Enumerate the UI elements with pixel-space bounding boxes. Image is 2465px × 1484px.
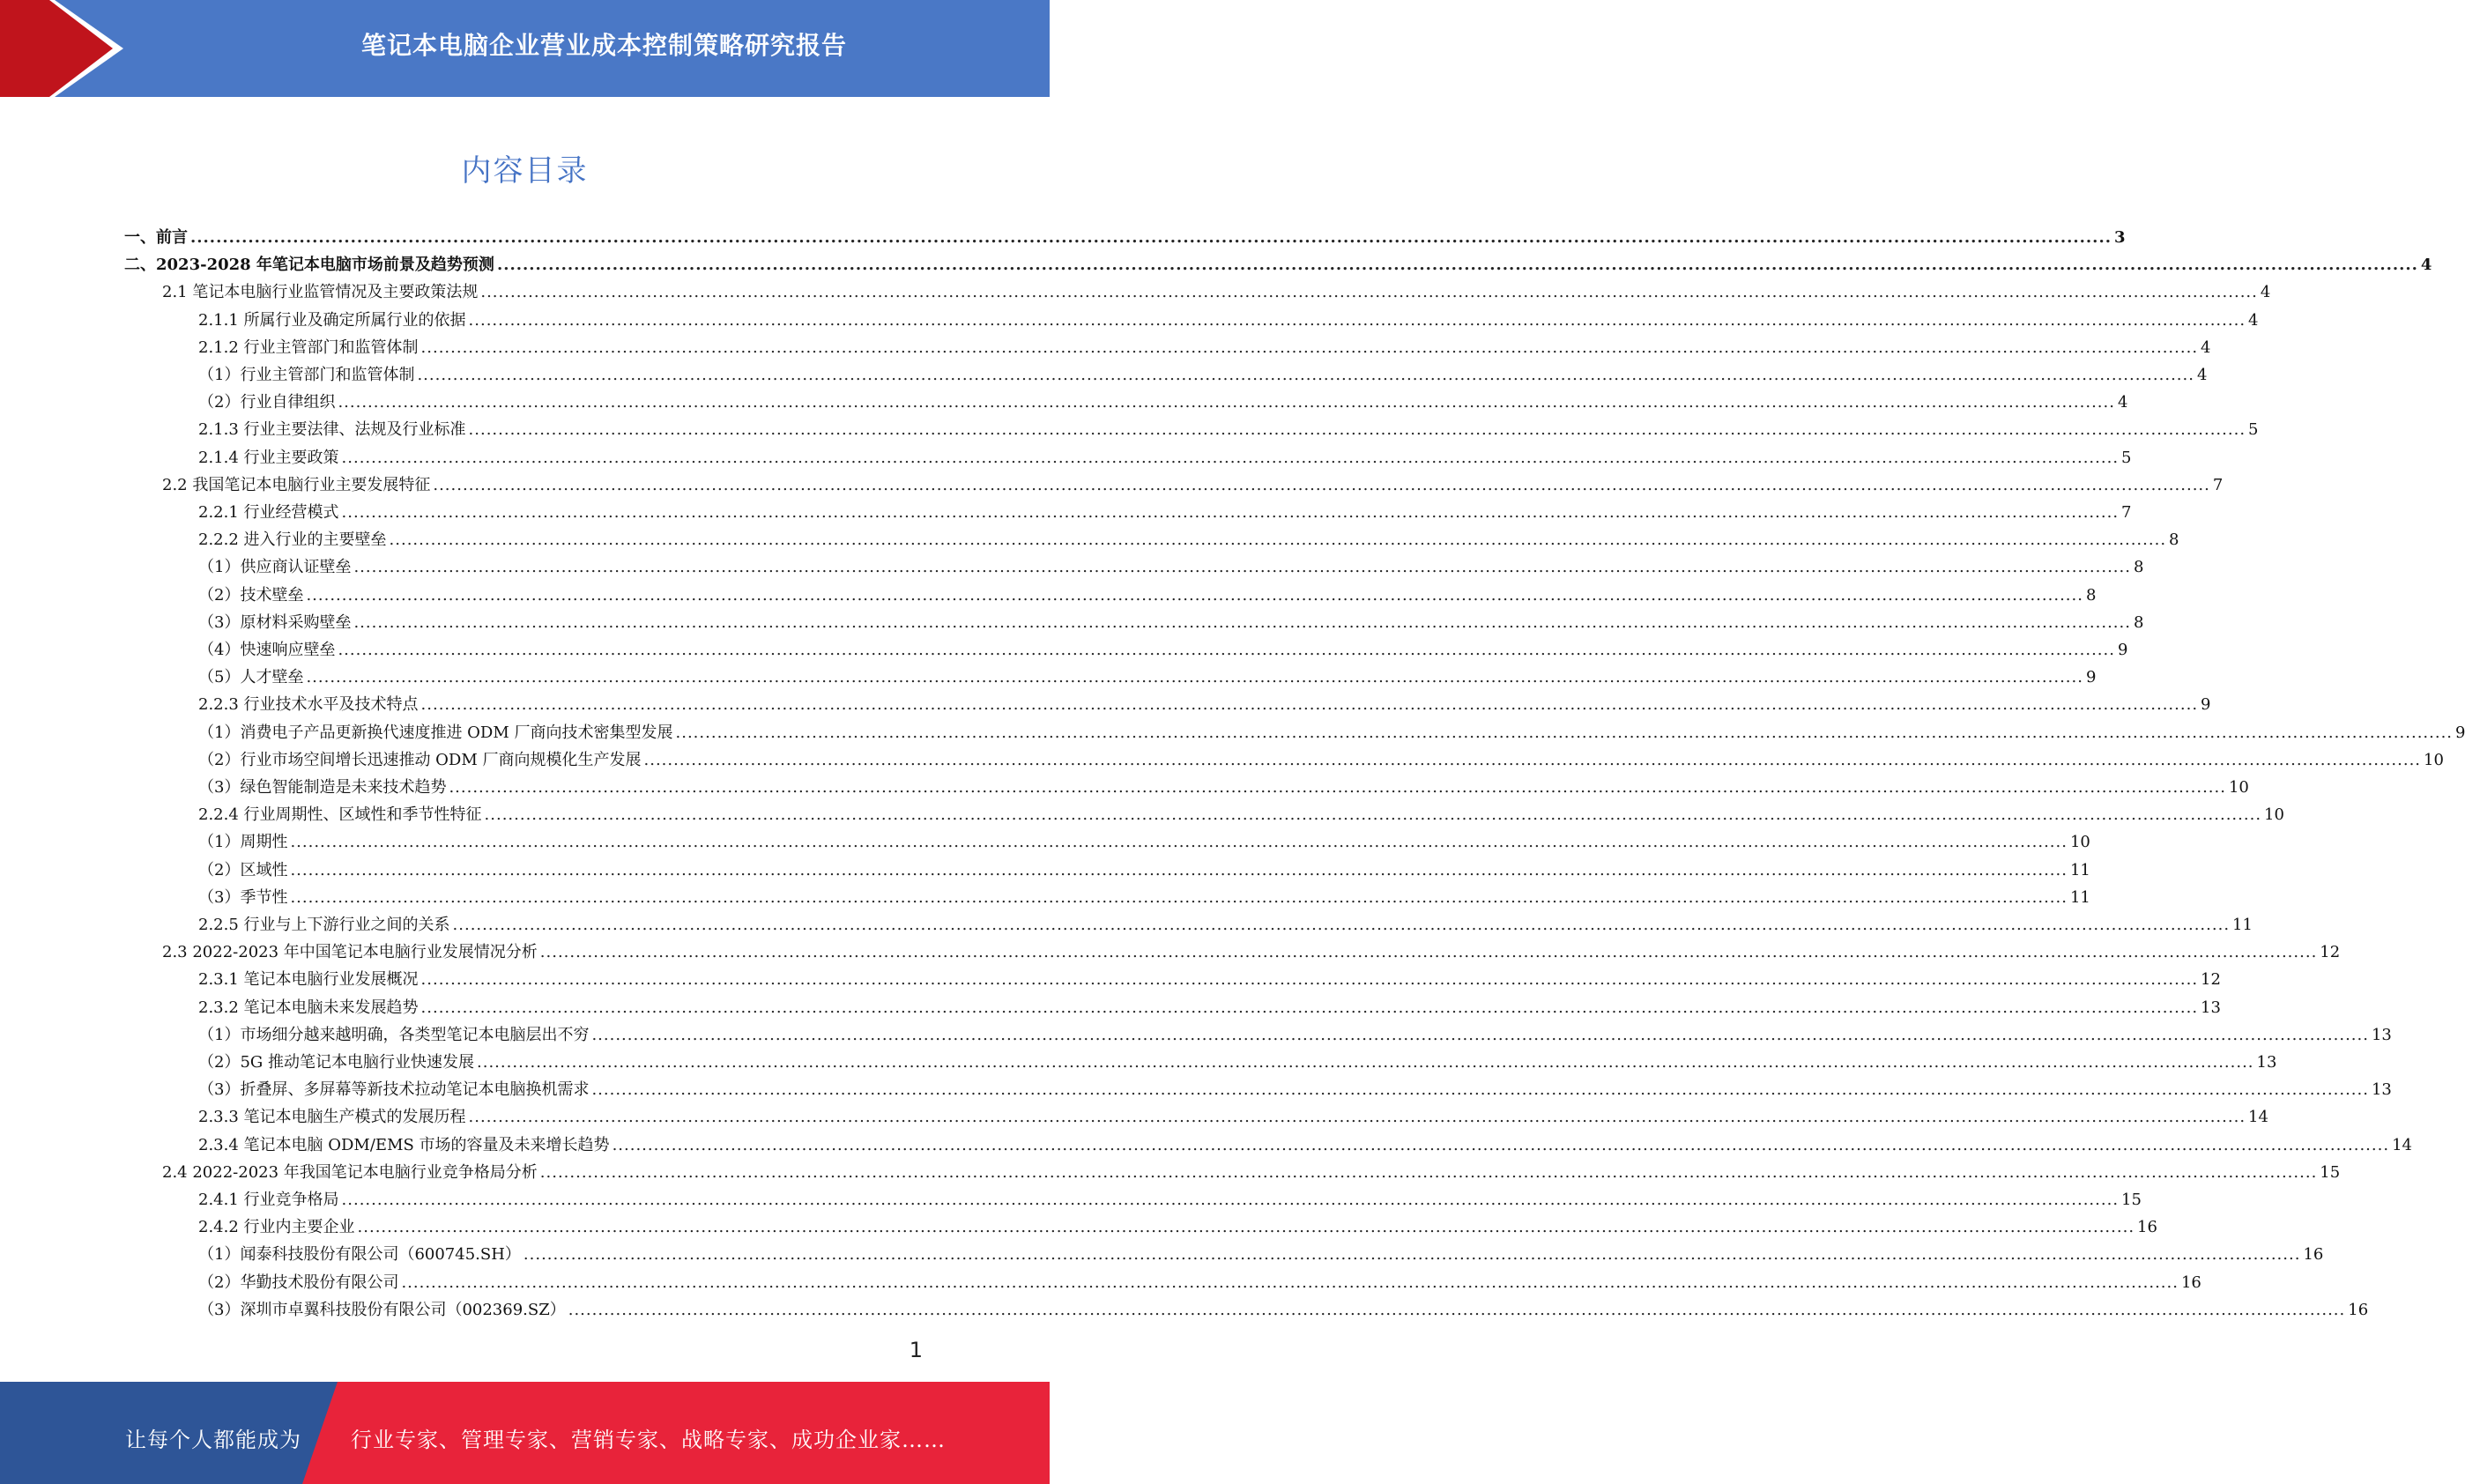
toc-dot-leader: ............................................................................................................................................................................................................................................................................................................ (420, 970, 2199, 990)
toc-entry-page: 8 (2169, 531, 2179, 550)
toc-entry[interactable] (198, 416, 2259, 443)
toc-entry-page: 10 (2228, 778, 2249, 797)
toc-dot-leader: ............................................................................................................................................................................................................................................................................................................ (496, 256, 2418, 275)
toc-entry-page: 15 (2121, 1191, 2142, 1209)
toc-entry-page: 4 (2201, 338, 2211, 357)
toc-dot-leader: ............................................................................................................................................................................................................................................................................................................ (290, 860, 2068, 879)
toc-entry-page: 7 (2121, 503, 2132, 522)
toc-entry-title: （2）技术壁垒 (198, 585, 304, 605)
toc-entry-title: （2）行业市场空间增长迅速推动 ODM 厂商向规模化生产发展 (198, 750, 642, 769)
toc-entry[interactable] (198, 828, 2090, 856)
toc-entry-page: 9 (2085, 668, 2097, 687)
toc-dot-leader: ............................................................................................................................................................................................................................................................................................................ (306, 668, 2083, 687)
toc-entry-page: 13 (2201, 998, 2221, 1017)
toc-dot-leader: ............................................................................................................................................................................................................................................................................................................ (568, 1300, 2346, 1319)
toc-entry[interactable] (162, 1159, 2341, 1186)
toc-dot-leader: ............................................................................................................................................................................................................................................................................................................ (612, 1135, 2390, 1154)
toc-entry-page: 11 (2069, 860, 2090, 879)
toc-dot-leader: ............................................................................................................................................................................................................................................................................................................ (357, 1218, 2135, 1237)
toc-dot-leader: ............................................................................................................................................................................................................................................................................................................ (338, 393, 2115, 412)
page-number: 1 (909, 1338, 923, 1362)
toc-entry[interactable] (198, 1103, 2268, 1131)
toc-entry-title: （3）原材料采购壁垒 (198, 612, 352, 632)
toc-entry-title: 2.1.1 所属行业及确定所属行业的依据 (198, 310, 466, 330)
toc-entry[interactable] (198, 664, 2097, 691)
toc-entry-page: 12 (2320, 943, 2341, 962)
toc-entry-title: （2）区域性 (198, 860, 288, 879)
toc-entry-title: （2）华勤技术股份有限公司 (198, 1273, 399, 1292)
toc-entry[interactable] (198, 1186, 2142, 1213)
toc-dot-leader: ............................................................................................................................................................................................................................................................................................................ (452, 916, 2231, 934)
toc-entry-page: 12 (2201, 970, 2221, 990)
footer-band (0, 1382, 1050, 1484)
toc-entry[interactable] (198, 1213, 2157, 1241)
toc-entry-title: （3）绿色智能制造是未来技术趋势 (198, 778, 447, 797)
toc-entry-page: 16 (2137, 1218, 2157, 1237)
toc-entry[interactable] (162, 471, 2224, 499)
toc-entry-page: 9 (2117, 641, 2128, 659)
toc-entry[interactable] (198, 857, 2090, 884)
footer-slogan-right: 行业专家、管理专家、营销专家、战略专家、成功企业家…… (351, 1428, 946, 1452)
toc-entry-page: 9 (2455, 723, 2465, 742)
toc-dot-leader: ............................................................................................................................................................................................................................................................................................................ (420, 338, 2199, 357)
toc-entry[interactable] (198, 966, 2221, 993)
toc-entry-page: 8 (2133, 558, 2144, 577)
toc-entry-title: （1）行业主管部门和监管体制 (198, 366, 415, 384)
toc-entry[interactable] (198, 719, 2465, 746)
toc-entry-page: 10 (2424, 750, 2444, 769)
toc-entry[interactable] (198, 307, 2259, 334)
toc-entry-title: 2.3.1 笔记本电脑行业发展概况 (198, 970, 419, 990)
toc-entry-page: 13 (2256, 1053, 2277, 1072)
toc-entry[interactable] (198, 636, 2128, 664)
toc-entry[interactable] (124, 251, 2432, 278)
toc-entry-title: （1）市场细分越来越明确，各类型笔记本电脑层出不穷 (198, 1025, 590, 1044)
toc-entry-page: 13 (2371, 1025, 2392, 1044)
toc-entry-page: 16 (2180, 1273, 2201, 1292)
toc-entry-title: （1）周期性 (198, 833, 288, 852)
toc-dot-leader: ............................................................................................................................................................................................................................................................................................................ (353, 612, 2131, 632)
toc-dot-leader: ............................................................................................................................................................................................................................................................................................................ (539, 943, 2318, 962)
toc-entry[interactable] (198, 444, 2132, 471)
toc-entry[interactable] (198, 499, 2132, 526)
toc-entry[interactable] (162, 939, 2341, 966)
toc-dot-leader: ............................................................................................................................................................................................................................................................................................................ (389, 531, 2167, 550)
toc-dot-leader: ............................................................................................................................................................................................................................................................................................................ (591, 1025, 2369, 1044)
toc-entry-title: 2.3.2 笔记本电脑未来发展趋势 (198, 998, 419, 1017)
toc-entry-title: 一、前言 (124, 228, 188, 247)
toc-entry-page: 11 (2069, 887, 2090, 907)
toc-entry[interactable] (198, 691, 2211, 718)
toc-entry-page: 4 (2420, 256, 2432, 275)
toc-dot-leader: ............................................................................................................................................................................................................................................................................................................ (449, 778, 2226, 797)
toc-dot-leader: ............................................................................................................................................................................................................................................................................................................ (341, 448, 2120, 467)
toc-entry-title: 2.2.5 行业与上下游行业之间的关系 (198, 916, 450, 934)
toc-dot-leader: ............................................................................................................................................................................................................................................................................................................ (306, 585, 2083, 605)
toc-dot-leader: ............................................................................................................................................................................................................................................................................................................ (643, 750, 2422, 769)
toc-entry[interactable] (198, 361, 2208, 389)
toc-entry[interactable] (198, 1049, 2277, 1076)
toc-entry[interactable] (198, 1296, 2369, 1324)
footer-slogan-left: 让每个人都能成为 (125, 1428, 301, 1452)
toc-dot-leader: ............................................................................................................................................................................................................................................................................................................ (341, 503, 2120, 522)
toc-dot-leader: ............................................................................................................................................................................................................................................................................................................ (477, 1053, 2254, 1072)
report-title: 笔记本电脑企业营业成本控制策略研究报告 (360, 31, 847, 60)
toc-entry-page: 4 (2196, 366, 2208, 384)
toc-dot-leader: ............................................................................................................................................................................................................................................................................................................ (420, 998, 2199, 1017)
toc-dot-leader: ............................................................................................................................................................................................................................................................................................................ (675, 723, 2454, 742)
toc-entry-page: 4 (2260, 283, 2271, 302)
toc-entry[interactable] (198, 526, 2179, 553)
toc-dot-leader: ............................................................................................................................................................................................................................................................................................................ (290, 833, 2068, 852)
toc-entry[interactable] (198, 994, 2221, 1021)
toc-entry-page: 3 (2113, 228, 2126, 247)
toc-entry[interactable] (198, 911, 2253, 939)
toc-entry-title: （1）消费电子产品更新换代速度推进 ODM 厂商向技术密集型发展 (198, 723, 673, 742)
toc-entry[interactable] (198, 1241, 2324, 1268)
toc-entry-page: 16 (2348, 1300, 2369, 1319)
toc-entry-page: 9 (2201, 695, 2211, 715)
toc-dot-leader: ............................................................................................................................................................................................................................................................................................................ (523, 1245, 2301, 1265)
toc-entry-title: （1）供应商认证壁垒 (198, 558, 352, 577)
toc-entry-page: 15 (2320, 1162, 2341, 1182)
toc-heading: 内容目录 (461, 153, 589, 189)
toc-entry[interactable] (198, 1021, 2392, 1049)
toc-entry[interactable] (198, 746, 2444, 774)
toc-dot-leader: ............................................................................................................................................................................................................................................................................................................ (433, 475, 2210, 494)
toc-entry[interactable] (198, 801, 2284, 828)
toc-entry[interactable] (198, 774, 2249, 801)
toc-entry-title: （1）闻泰科技股份有限公司（600745.SH） (198, 1245, 521, 1265)
toc-entry-title: 2.4 2022-2023 年我国笔记本电脑行业竞争格局分析 (162, 1162, 538, 1182)
toc-dot-leader: ............................................................................................................................................................................................................................................................................................................ (539, 1162, 2318, 1182)
toc-entry-page: 5 (2121, 448, 2132, 467)
toc-entry[interactable] (198, 334, 2211, 361)
toc-entry-page: 14 (2248, 1108, 2268, 1127)
toc-entry-page: 7 (2212, 475, 2224, 494)
toc-entry-title: 2.2.2 进入行业的主要壁垒 (198, 531, 387, 550)
toc-dot-leader: ............................................................................................................................................................................................................................................................................................................ (468, 1108, 2246, 1127)
toc-entry-title: 2.1.2 行业主管部门和监管体制 (198, 338, 419, 357)
toc-entry[interactable] (124, 224, 2126, 251)
toc-entry-page: 8 (2133, 612, 2144, 632)
toc-entry-title: 2.3 2022-2023 年中国笔记本电脑行业发展情况分析 (162, 943, 538, 962)
toc-entry-page: 5 (2248, 420, 2259, 440)
toc-entry-title: 2.2.3 行业技术水平及技术特点 (198, 695, 419, 715)
toc-entry-title: 2.3.4 笔记本电脑 ODM/EMS 市场的容量及未来增长趋势 (198, 1135, 610, 1154)
toc-dot-leader: ............................................................................................................................................................................................................................................................................................................ (468, 310, 2246, 330)
toc-dot-leader: ............................................................................................................................................................................................................................................................................................................ (190, 228, 2112, 247)
toc-entry[interactable] (198, 389, 2128, 416)
toc-entry-title: 2.4.2 行业内主要企业 (198, 1218, 355, 1237)
toc-entry-title: 2.2 我国笔记本电脑行业主要发展特征 (162, 475, 431, 494)
toc-entry-title: 2.3.3 笔记本电脑生产模式的发展历程 (198, 1108, 466, 1127)
toc-entry-page: 11 (2232, 916, 2253, 934)
toc-entry-page: 4 (2248, 310, 2259, 330)
toc-entry-title: 2.4.1 行业竞争格局 (198, 1191, 339, 1209)
toc-entry[interactable] (198, 1269, 2201, 1296)
toc-dot-leader: ............................................................................................................................................................................................................................................................................................................ (353, 558, 2131, 577)
toc-dot-leader: ............................................................................................................................................................................................................................................................................................................ (468, 420, 2246, 440)
toc-entry-page: 8 (2085, 585, 2097, 605)
toc-dot-leader: ............................................................................................................................................................................................................................................................................................................ (338, 641, 2115, 659)
toc-entry-page: 10 (2264, 805, 2284, 825)
report-header-band (0, 0, 1050, 97)
toc-dot-leader: ............................................................................................................................................................................................................................................................................................................ (290, 887, 2068, 907)
toc-entry-title: （4）快速响应壁垒 (198, 641, 336, 659)
toc-entry-page: 14 (2392, 1135, 2412, 1154)
toc-entry-title: （5）人才壁垒 (198, 668, 304, 687)
toc-dot-leader: ............................................................................................................................................................................................................................................................................................................ (480, 283, 2258, 302)
toc-entry-page: 13 (2371, 1080, 2392, 1100)
toc-entry-title: （2）行业自律组织 (198, 393, 336, 412)
toc-dot-leader: ............................................................................................................................................................................................................................................................................................................ (341, 1191, 2120, 1209)
toc-entry-title: （3）深圳市卓翼科技股份有限公司（002369.SZ） (198, 1300, 566, 1319)
toc-entry-title: 二、2023-2028 年笔记本电脑市场前景及趋势预测 (124, 256, 494, 275)
toc-dot-leader: ............................................................................................................................................................................................................................................................................................................ (401, 1273, 2179, 1292)
toc-entry-title: （3）季节性 (198, 887, 288, 907)
toc-entry-title: （3）折叠屏、多屏幕等新技术拉动笔记本电脑换机需求 (198, 1080, 590, 1100)
toc-dot-leader: ............................................................................................................................................................................................................................................................................................................ (591, 1080, 2369, 1100)
toc-dot-leader: ............................................................................................................................................................................................................................................................................................................ (417, 366, 2194, 384)
toc-entry[interactable] (198, 582, 2097, 609)
toc-entry-title: 2.1 笔记本电脑行业监管情况及主要政策法规 (162, 283, 479, 302)
toc-dot-leader: ............................................................................................................................................................................................................................................................................................................ (420, 695, 2199, 715)
toc-entry-page: 4 (2117, 393, 2128, 412)
toc-entry-title: （2）5G 推动笔记本电脑行业快速发展 (198, 1053, 475, 1072)
chevron-arrow-icon (0, 0, 132, 97)
toc-entry[interactable] (198, 609, 2144, 636)
toc-entry[interactable] (198, 884, 2090, 911)
toc-entry-page: 10 (2069, 833, 2090, 852)
toc-entry[interactable] (198, 1132, 2412, 1159)
toc-entry-title: 2.1.4 行业主要政策 (198, 448, 339, 467)
toc-dot-leader: ............................................................................................................................................................................................................................................................................................................ (484, 805, 2262, 825)
toc-entry-title: 2.2.4 行业周期性、区域性和季节性特征 (198, 805, 482, 825)
toc-entry-page: 16 (2303, 1245, 2324, 1265)
toc-entry-title: 2.2.1 行业经营模式 (198, 503, 339, 522)
toc-entry[interactable] (198, 553, 2144, 581)
toc-entry-title: 2.1.3 行业主要法律、法规及行业标准 (198, 420, 466, 440)
toc-entry[interactable] (198, 1076, 2392, 1103)
toc-entry[interactable] (162, 278, 2271, 306)
